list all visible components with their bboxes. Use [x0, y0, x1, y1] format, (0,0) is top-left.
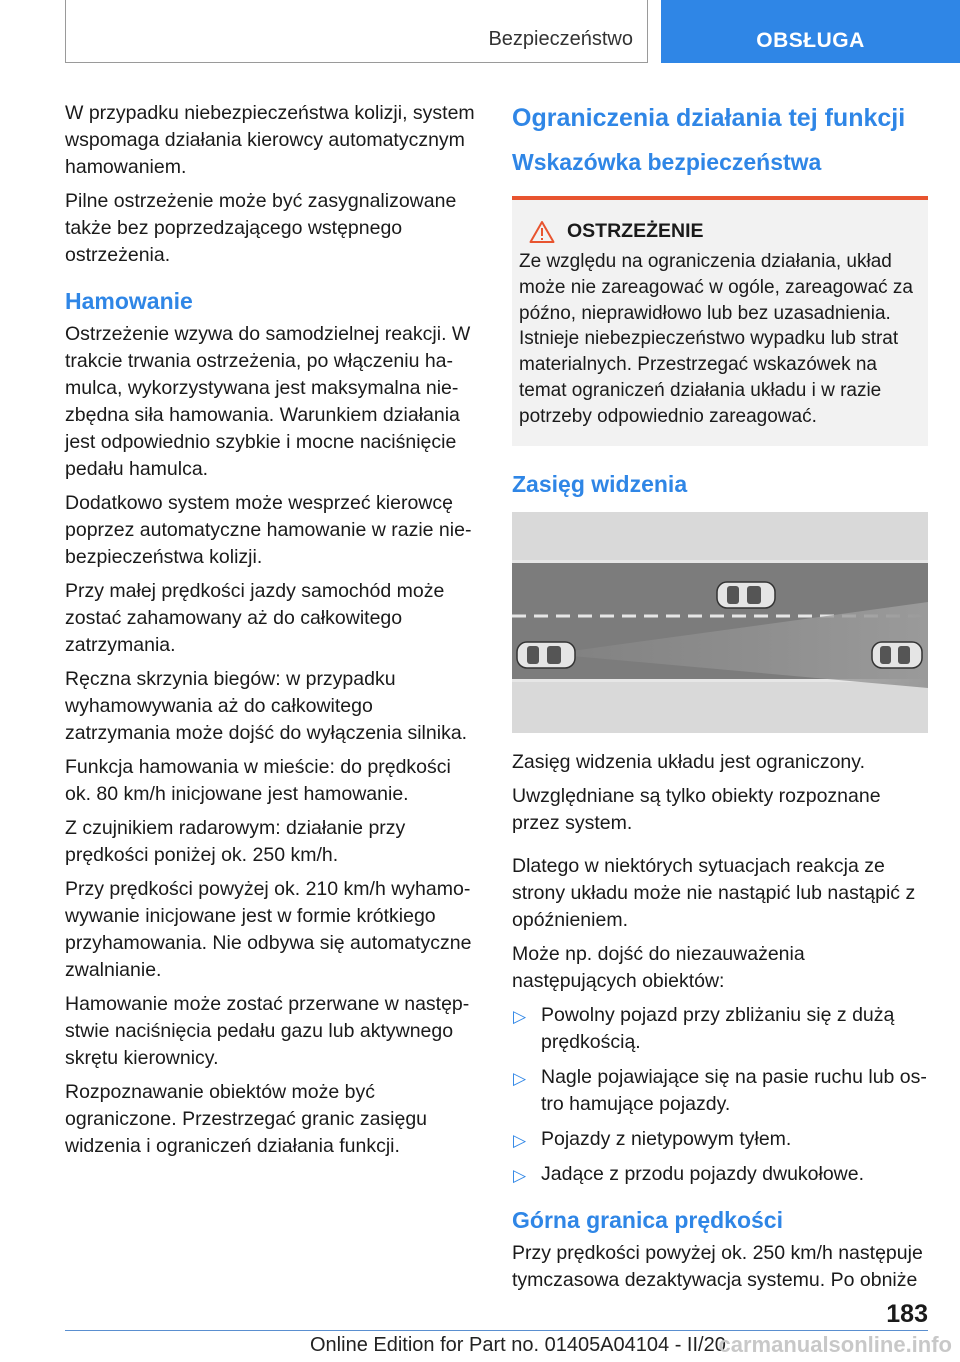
paragraph: Przy małej prędkości jazdy samochód może zostać zahamowany aż do całkowitego zatrzymania.: [65, 580, 445, 656]
warning-text: Ze względu na ograniczenia działania, układ może nie zareagować w ogóle, zareagować za późno, nieprawidłowo lub bez uzasadnienia. Istnieje niebezpieczeństwo wypadku lub strat materialnych. Przestrzegać wskazówek na temat ograniczeń działania układu i w razie potrzeby odpowiednio zareagować.: [519, 251, 913, 427]
paragraph: W przypadku niebezpieczeństwa kolizji, system wspomaga działania kierowcy automatycznym hamowaniem.: [65, 102, 475, 178]
warning-box: [512, 196, 928, 446]
paragraph: Przy prędkości powyżej ok. 250 km/h następuje tymczasowa dezaktywacja systemu. Po obniże: [512, 1241, 923, 1291]
footer-divider: [65, 1330, 928, 1331]
road-edge-top: [512, 560, 928, 563]
header-chapter-tab: OBSŁUGA: [661, 0, 960, 63]
left-column: [65, 100, 480, 1167]
paragraph: Przy prędkości powyżej ok. 210 km/h wyhamowywanie inicjowane jest w formie krótkiego przyhamowania. Nie odbywa się automatyczne zwalnianie.: [65, 878, 472, 981]
right-column: [512, 100, 928, 1301]
list-item: ▷ Pojazdy z nietypowym tyłem.: [512, 1126, 928, 1153]
heading-speed-limit: Górna granica prędkości: [512, 1206, 783, 1233]
paragraph: Pilne ostrzeżenie może być zasygnalizowane także bez poprzedzającego wstępnego ostrzeżenia.: [65, 190, 457, 266]
triangle-bullet-icon: ▷: [513, 1130, 527, 1150]
own-car-icon: [517, 642, 575, 668]
triangle-bullet-icon: ▷: [513, 1068, 527, 1088]
paragraph: Dodatkowo system może wesprzeć kierowcę poprzez automatyczne hamowanie w razie niebezpieczeństwa kolizji.: [65, 492, 472, 568]
paragraph: Może np. dojść do niezauważenia następujących obiektów:: [512, 942, 805, 992]
paragraph: Zasięg widzenia układu jest ograniczony.: [512, 750, 865, 773]
heading-safety: Wskazówka bezpieczeństwa: [512, 149, 822, 175]
car-ahead-left-lane-icon: [717, 582, 775, 608]
list-item: ▷ Nagle pojawiające się na pasie ruchu lub ostro hamujące pojazdy.: [513, 1065, 927, 1115]
warning-title: OSTRZEŻENIE: [567, 220, 704, 242]
object-list: [512, 1002, 928, 1188]
warning-header: [529, 218, 920, 245]
warning-triangle-icon: [529, 220, 555, 244]
paragraph: Z czujnikiem radarowym: działanie przy prędkości poniżej ok. 250 km/h.: [65, 817, 406, 866]
list-item: ▷ Powolny pojazd przy zbliżaniu się z dużą prędkością.: [513, 1003, 895, 1053]
car-ahead-same-lane-icon: [872, 642, 922, 668]
footer-edition: Online Edition for Part no. 01405A04104 - II/20: [310, 1334, 726, 1356]
list-item: ▷ Jadące z przodu pojazdy dwukołowe.: [512, 1161, 928, 1188]
heading-range: Zasięg widzenia: [512, 470, 688, 497]
paragraph: Uwzględniane są tylko obiekty rozpoznane przez system.: [512, 784, 881, 834]
paragraph: Funkcja hamowania w mieście: do prędkości ok. 80 km/h inicjowane jest hamowanie.: [65, 756, 451, 805]
heading-limits: Ograniczenia działania tej funkcji: [512, 104, 906, 132]
watermark: carmanualsonline.info: [718, 1332, 952, 1357]
paragraph: Ostrzeżenie wzywa do samodzielnej reakcji. W trakcie trwania ostrzeżenia, po włączeniu hamulca, wykorzystywana jest maksymalna niezbędna siła hamowania. Warunkiem działania jest odpowiednio szybkie i mocne naciśnięcie pedału hamulca.: [65, 323, 471, 480]
paragraph: Rozpoznawanie obiektów może być ograniczone. Przestrzegać granic zasięgu widzenia i ograniczeń działania funkcji.: [65, 1081, 428, 1157]
triangle-bullet-icon: ▷: [513, 1165, 527, 1185]
paragraph: Hamowanie może zostać przerwane w następstwie naciśnięcia pedału gazu lub aktywnego skrętu kierownicy.: [65, 993, 470, 1069]
page-number: 183: [886, 1300, 928, 1328]
heading-braking: Hamowanie: [65, 288, 193, 314]
detection-range-illustration: [512, 512, 928, 733]
header-section-title: Bezpieczeństwo: [488, 28, 633, 50]
triangle-bullet-icon: ▷: [513, 1006, 527, 1026]
header-section-frame: [65, 0, 648, 63]
paragraph: Ręczna skrzynia biegów: w przypadku wyhamowywania aż do całkowitego zatrzymania może dojść do wyłączenia silnika.: [65, 668, 468, 744]
paragraph: Dlatego w niektórych sytuacjach reakcja ze strony układu może nie nastąpić lub nastąpić z opóźnieniem.: [512, 854, 916, 931]
